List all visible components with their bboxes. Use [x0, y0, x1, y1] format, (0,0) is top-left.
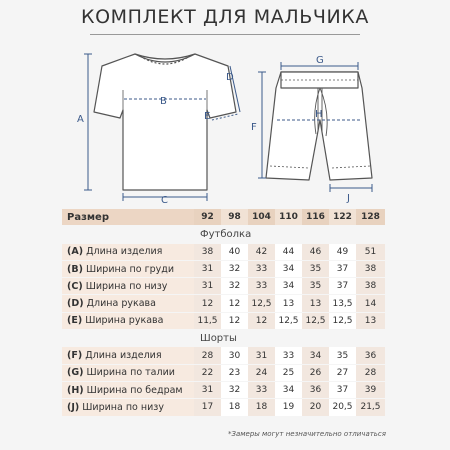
table-cell: 26: [302, 365, 329, 381]
tshirt-illustration: [94, 54, 236, 190]
table-cell: 35: [329, 347, 356, 363]
table-cell: 12,5: [329, 313, 356, 329]
table-cell: 35: [302, 261, 329, 277]
table-row: [62, 399, 385, 415]
size-header-cell: 104: [248, 209, 275, 225]
table-cell: 34: [275, 261, 302, 277]
row-name: Ширина рукава: [85, 315, 164, 327]
table-cell: 31: [248, 347, 275, 363]
table-cell: 20: [302, 399, 329, 415]
table-cell: 49: [329, 244, 356, 260]
table-cell: 32: [221, 382, 248, 398]
table-cell: 28: [356, 365, 385, 381]
dim-label-j: J: [347, 193, 350, 204]
table-row: [62, 261, 385, 277]
table-cell: 38: [194, 244, 221, 260]
dim-label-d: D: [226, 72, 234, 83]
section-title: Шорты: [200, 332, 237, 344]
row-name: Длина изделия: [86, 246, 163, 258]
row-label: [62, 295, 194, 311]
table-cell: 33: [275, 347, 302, 363]
table-cell: 11,5: [194, 313, 221, 329]
row-label: [62, 278, 194, 294]
size-chart-body: [62, 209, 385, 416]
table-cell: 33: [248, 261, 275, 277]
table-cell: 34: [275, 278, 302, 294]
row-label: [62, 382, 194, 398]
shorts-illustration: [266, 72, 372, 180]
table-row: [62, 382, 385, 398]
table-cell: 33: [248, 382, 275, 398]
table-cell: 31: [194, 261, 221, 277]
section-spacer: [62, 226, 194, 242]
row-label: [62, 347, 194, 363]
table-cell: 22: [194, 365, 221, 381]
dim-label-e: E: [204, 111, 211, 122]
row-name: Ширина по низу: [82, 401, 164, 413]
dim-label-g: G: [316, 55, 324, 66]
measurement-note: *Замеры могут незначительно отличаться: [227, 430, 386, 438]
table-cell: 34: [302, 347, 329, 363]
row-name: Длина изделия: [85, 350, 162, 362]
row-code: (D): [67, 298, 84, 310]
page-title: КОМПЛЕКТ ДЛЯ МАЛЬЧИКА: [81, 6, 369, 28]
table-cell: 31: [194, 382, 221, 398]
size-header-cell: 122: [329, 209, 356, 225]
table-cell: 19: [275, 399, 302, 415]
table-cell: 14: [356, 295, 385, 311]
table-cell: 37: [329, 382, 356, 398]
size-header-cell: 98: [221, 209, 248, 225]
size-chart-table: [62, 208, 385, 417]
table-cell: 44: [275, 244, 302, 260]
table-row: [62, 347, 385, 363]
size-header-cell: 116: [302, 209, 329, 225]
size-header-row: [62, 209, 385, 225]
section-title-row: [62, 226, 385, 242]
table-cell: 13,5: [329, 295, 356, 311]
row-code: (F): [67, 350, 83, 362]
dim-label-a: A: [77, 114, 84, 125]
table-cell: 38: [356, 278, 385, 294]
row-code: (C): [67, 280, 83, 292]
table-cell: 18: [221, 399, 248, 415]
table-cell: 25: [275, 365, 302, 381]
table-cell: 32: [221, 261, 248, 277]
table-cell: 38: [356, 261, 385, 277]
row-code: (A): [67, 246, 84, 258]
table-cell: 30: [221, 347, 248, 363]
table-cell: 46: [302, 244, 329, 260]
row-code: (J): [67, 401, 80, 413]
table-cell: 34: [275, 382, 302, 398]
section-title: Футболка: [200, 228, 252, 240]
table-cell: 33: [248, 278, 275, 294]
row-code: (G): [67, 367, 84, 379]
table-cell: 18: [248, 399, 275, 415]
table-cell: 12: [248, 313, 275, 329]
row-code: (B): [67, 263, 83, 275]
row-label: [62, 313, 194, 329]
table-cell: 24: [248, 365, 275, 381]
table-cell: 12: [221, 313, 248, 329]
table-row: [62, 313, 385, 329]
table-cell: 20,5: [329, 399, 356, 415]
dim-label-h: H: [315, 109, 323, 120]
row-label: [62, 261, 194, 277]
table-cell: 13: [275, 295, 302, 311]
row-name: Длина рукава: [86, 298, 156, 310]
table-cell: 12: [221, 295, 248, 311]
table-cell: 42: [248, 244, 275, 260]
section-title-row: [62, 330, 385, 346]
table-cell: 51: [356, 244, 385, 260]
table-row: [62, 365, 385, 381]
row-name: Ширина по груди: [85, 263, 174, 275]
table-row: [62, 295, 385, 311]
title-underline: [90, 34, 360, 35]
row-label: [62, 365, 194, 381]
table-cell: 12,5: [302, 313, 329, 329]
table-cell: 40: [221, 244, 248, 260]
table-cell: 12: [194, 295, 221, 311]
row-name: Ширина по талии: [86, 367, 175, 379]
table-cell: 28: [194, 347, 221, 363]
table-cell: 32: [221, 278, 248, 294]
table-cell: 31: [194, 278, 221, 294]
size-header-cell: 110: [275, 209, 302, 225]
table-cell: 13: [302, 295, 329, 311]
row-code: (H): [67, 384, 84, 396]
row-code: (E): [67, 315, 83, 327]
row-name: Ширина по бедрам: [86, 384, 183, 396]
table-cell: 17: [194, 399, 221, 415]
size-header-cell: 92: [194, 209, 221, 225]
size-header-label: Размер: [62, 209, 194, 225]
row-label: [62, 244, 194, 260]
table-cell: 37: [329, 261, 356, 277]
table-cell: 12,5: [248, 295, 275, 311]
table-row: [62, 278, 385, 294]
dim-label-f: F: [251, 122, 257, 133]
table-cell: 13: [356, 313, 385, 329]
dim-label-b: B: [160, 96, 167, 107]
size-header-cell: 128: [356, 209, 385, 225]
table-cell: 12,5: [275, 313, 302, 329]
table-cell: 35: [302, 278, 329, 294]
section-spacer: [62, 330, 194, 346]
table-cell: 21,5: [356, 399, 385, 415]
table-cell: 23: [221, 365, 248, 381]
table-row: [62, 244, 385, 260]
table-cell: 27: [329, 365, 356, 381]
table-cell: 39: [356, 382, 385, 398]
dim-label-c: C: [161, 195, 168, 205]
row-label: [62, 399, 194, 415]
table-cell: 36: [302, 382, 329, 398]
table-cell: 37: [329, 278, 356, 294]
table-cell: 36: [356, 347, 385, 363]
garment-diagram: [0, 40, 450, 205]
row-name: Ширина по низу: [85, 280, 168, 292]
